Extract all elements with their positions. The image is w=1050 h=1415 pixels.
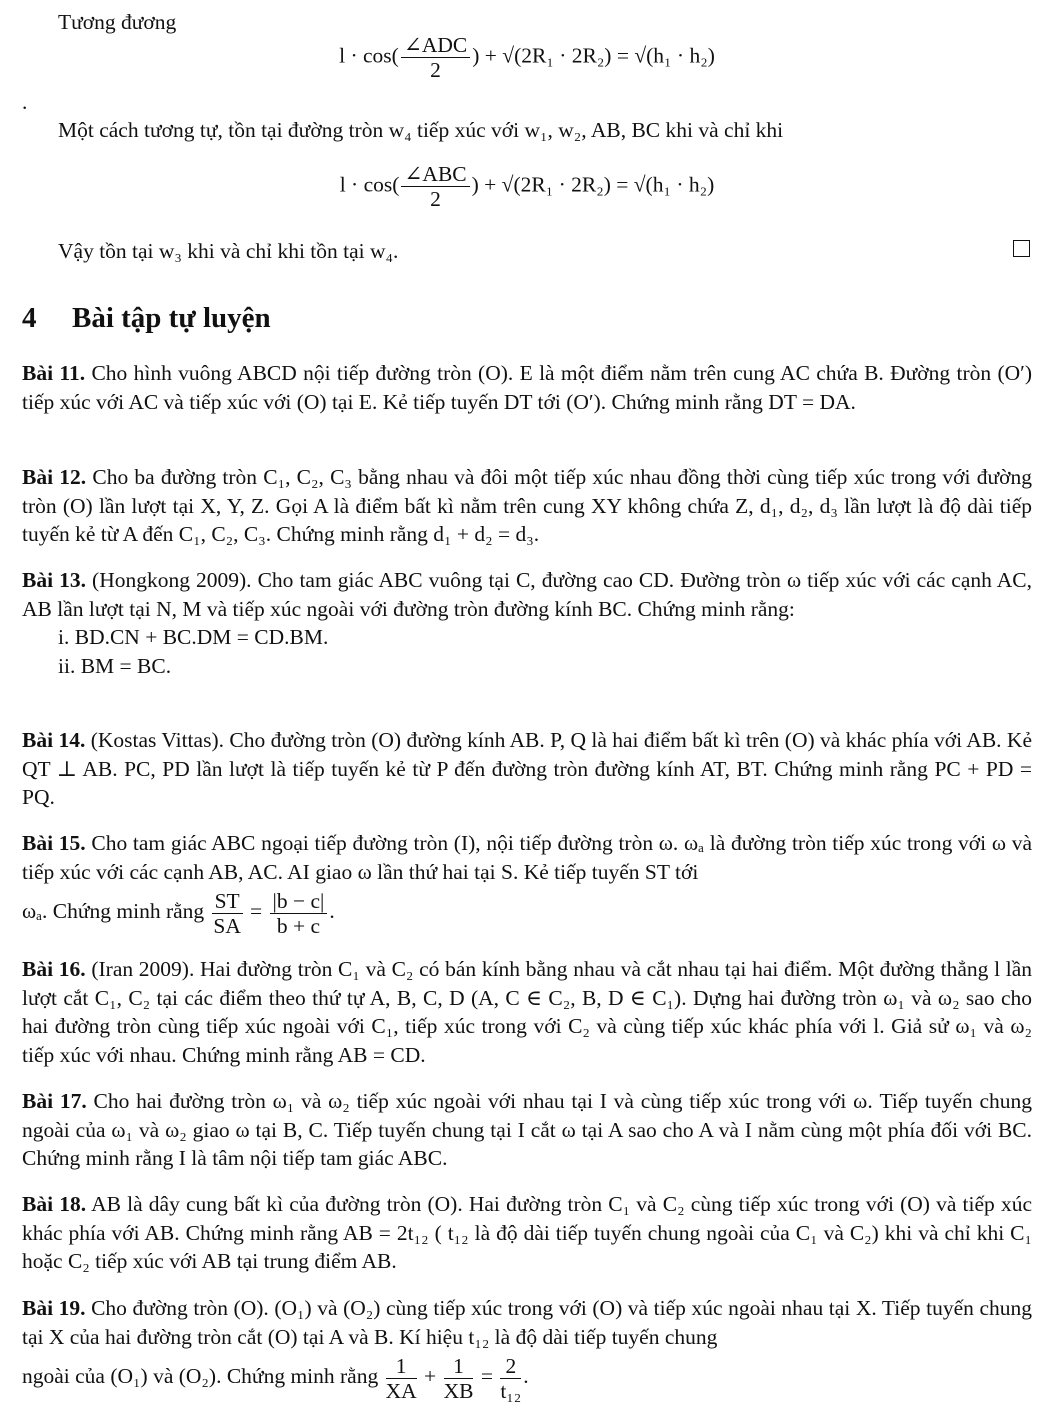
problem-13-item-ii: ii. BM = BC. [58,653,172,678]
problem-19-tail: ngoài của (O₁) và (O₂). Chứng minh rằng [22,1364,379,1388]
section-number: 4 [22,302,37,334]
intro-line-2: Một cách tương tự, tồn tại đường tròn w₄ tiếp xúc với w₁, w₂, AB, BC khi và chỉ khi [58,118,784,142]
problem-label: Bài 16. [22,957,86,981]
problem-label: Bài 19. [22,1296,86,1320]
section-title: Bài tập tự luyện [72,302,271,334]
eq1-fraction [401,33,470,82]
problem-text: (Iran 2009). Hai đường tròn C₁ và C₂ có bán kính bằng nhau và cắt nhau tại hai điểm. Một đường thẳng l lần lượt cắt C₁, C₂ tại các điểm theo thứ tự A, B, C, D (A, C ∈ C₂, B, D ∈ C₁). Dựng hai đường tròn ω₁ và ω₂ sao cho hai đường tròn cùng tiếp xúc ngoài với C₁, tiếp xúc trong với C₂ và cùng tiếp xúc khác phía với l. Giả sử ω₁ và ω₂ tiếp xúc với nhau. Chứng minh rằng AB = CD. [22,957,1033,1067]
eq2-post: ) + √(2R₁ · 2R₂) = √(h₁ · h₂) [471,172,715,197]
eq2-pre: l · cos( [339,172,400,197]
problem-label: Bài 15. [22,831,86,855]
equation-1 [22,33,1032,82]
problem-13 [22,566,1032,680]
problem-label: Bài 11. [22,361,86,385]
problem-text: Cho hình vuông ABCD nội tiếp đường tròn (O). E là một điểm nằm trên cung AC chứa B. Đường tròn (O′) tiếp xúc với AC và tiếp xúc với (O) tại E. Kẻ tiếp tuyến DT tới (O′). Chứng minh rằng DT = DA. [22,361,1033,414]
qed-box-icon [1013,240,1030,257]
frac-b-minus-c: $\frac{|b - c|}{b + c}$ [270,889,328,938]
problem-11 [22,359,1032,416]
frac-2-t12: $\frac{2}{\text{t₁₂}}$ [500,1353,522,1403]
problem-13-item-i: i. BD.CN + BC.DM = CD.BM. [58,625,329,649]
stray-dot: . [22,90,28,114]
section-heading [22,302,271,335]
frac-1-xa: $\frac{1}{XA}$ [385,1353,417,1403]
eq1-num: ∠ADC [401,33,470,58]
problem-15: Bài 15. Cho tam giác ABC ngoại tiếp đường tròn (I), nội tiếp đường tròn ω. ωₐ là đường tròn tiếp xúc trong với ω và tiếp xúc với các cạnh AB, AC. AI giao ω lần thứ hai tại S. Kẻ tiếp tuyến ST tới ωₐ. Chứng minh rằng $\frac{ST}{SA}$ = $\frac{|b - c|}{b + c}$ . [22,831,1032,938]
problem-18 [22,1190,1032,1276]
problem-12 [22,463,1032,549]
frac-st-sa: $\frac{ST}{SA}$ [213,888,241,938]
problem-16 [22,955,1032,1069]
problem-text: (Kostas Vittas). Cho đường tròn (O) đường kính AB. P, Q là hai điểm bất kì trên (O) và khác phía với AB. Kẻ QT ⊥ AB. PC, PD lần lượt là tiếp tuyến kẻ từ P đến đường tròn đường kính AT, BT. Chứng minh rằng PC + PD = PQ. [22,728,1032,809]
problem-label: Bài 17. [22,1089,87,1113]
problem-text: Cho tam giác ABC ngoại tiếp đường tròn (I), nội tiếp đường tròn ω. ωₐ là đường tròn tiếp xúc trong với ω và tiếp xúc với các cạnh AB, AC. AI giao ω lần thứ hai tại S. Kẻ tiếp tuyến ST tới [22,831,1032,884]
eq1-den: 2 [430,58,441,82]
problem-19: Bài 19. Cho đường tròn (O). (O₁) và (O₂) cùng tiếp xúc trong với (O) và tiếp xúc ngoài nhau tại X. Tiếp tuyến chung tại X của hai đường tròn cắt (O) tại A và B. Kí hiệu t₁₂ là độ dài tiếp tuyến chung ngoài của (O₁) và (O₂). Chứng minh rằng $\frac{1}{XA}$ + $\frac{1}{XB}$ = $\frac{2}{\text{t₁₂}}$ . [22,1296,1032,1403]
problem-text: Cho đường tròn (O). (O₁) và (O₂) cùng tiếp xúc trong với (O) và tiếp xúc ngoài nhau tại X. Tiếp tuyến chung tại X của hai đường tròn cắt (O) tại A và B. Kí hiệu t₁₂ là độ dài tiếp tuyến chung [22,1296,1032,1349]
intro-line-1: Tương đương [58,10,177,34]
frac-1-xb: $\frac{1}{XB}$ [443,1353,474,1403]
problem-17 [22,1087,1032,1173]
equation-2 [22,162,1032,211]
eq2-fraction [401,162,469,211]
problem-15-tail: ωₐ. Chứng minh rằng [22,899,205,923]
problem-text: Cho ba đường tròn C₁, C₂, C₃ bằng nhau và đôi một tiếp xúc nhau đồng thời cùng tiếp xúc trong với đường tròn (O) lần lượt tại X, Y, Z. Gọi A là điểm bất kì nằm trên cung XY không chứa Z, d₁, d₂, d₃ lần lượt là độ dài tiếp tuyến kẻ từ A đến C₁, C₂, C₃. Chứng minh rằng d₁ + d₂ = d₃. [22,465,1033,546]
eq1-pre: l · cos( [339,43,399,68]
problem-label: Bài 14. [22,728,86,752]
problem-text: (Hongkong 2009). Cho tam giác ABC vuông tại C, đường cao CD. Đường tròn ω tiếp xúc với các cạnh AC, AB lần lượt tại N, M và tiếp xúc ngoài với đường tròn đường kính BC. Chứng minh rằng: [22,568,1032,621]
problem-14 [22,726,1032,812]
eq2-num: ∠ABC [401,162,469,187]
problem-label: Bài 18. [22,1192,87,1216]
intro-line-3: Vậy tồn tại w₃ khi và chỉ khi tồn tại w₄. [58,239,399,263]
problem-text: Cho hai đường tròn ω₁ và ω₂ tiếp xúc ngoài với nhau tại I và cùng tiếp xúc trong với ω. Tiếp tuyến chung ngoài của ω₁ và ω₂ giao ω tại B, C. Tiếp tuyến chung tại I cắt ω tại A sao cho A và I nằm cùng một phía đối với BC. Chứng minh rằng I là tâm nội tiếp tam giác ABC. [22,1089,1032,1170]
problem-label: Bài 12. [22,465,87,489]
eq2-den: 2 [430,187,441,211]
problem-text: AB là dây cung bất kì của đường tròn (O). Hai đường tròn C₁ và C₂ cùng tiếp xúc trong với (O) và tiếp xúc khác phía với AB. Chứng minh rằng AB = 2t₁₂ ( t₁₂ là độ dài tiếp tuyến chung ngoài của C₁ và C₂) khi và chỉ khi C₁ hoặc C₂ tiếp xúc với AB tại trung điểm AB. [22,1192,1032,1273]
eq1-post: ) + √(2R₁ · 2R₂) = √(h₁ · h₂) [472,43,715,68]
problem-label: Bài 13. [22,568,86,592]
intro-line-3-row [22,237,1032,266]
